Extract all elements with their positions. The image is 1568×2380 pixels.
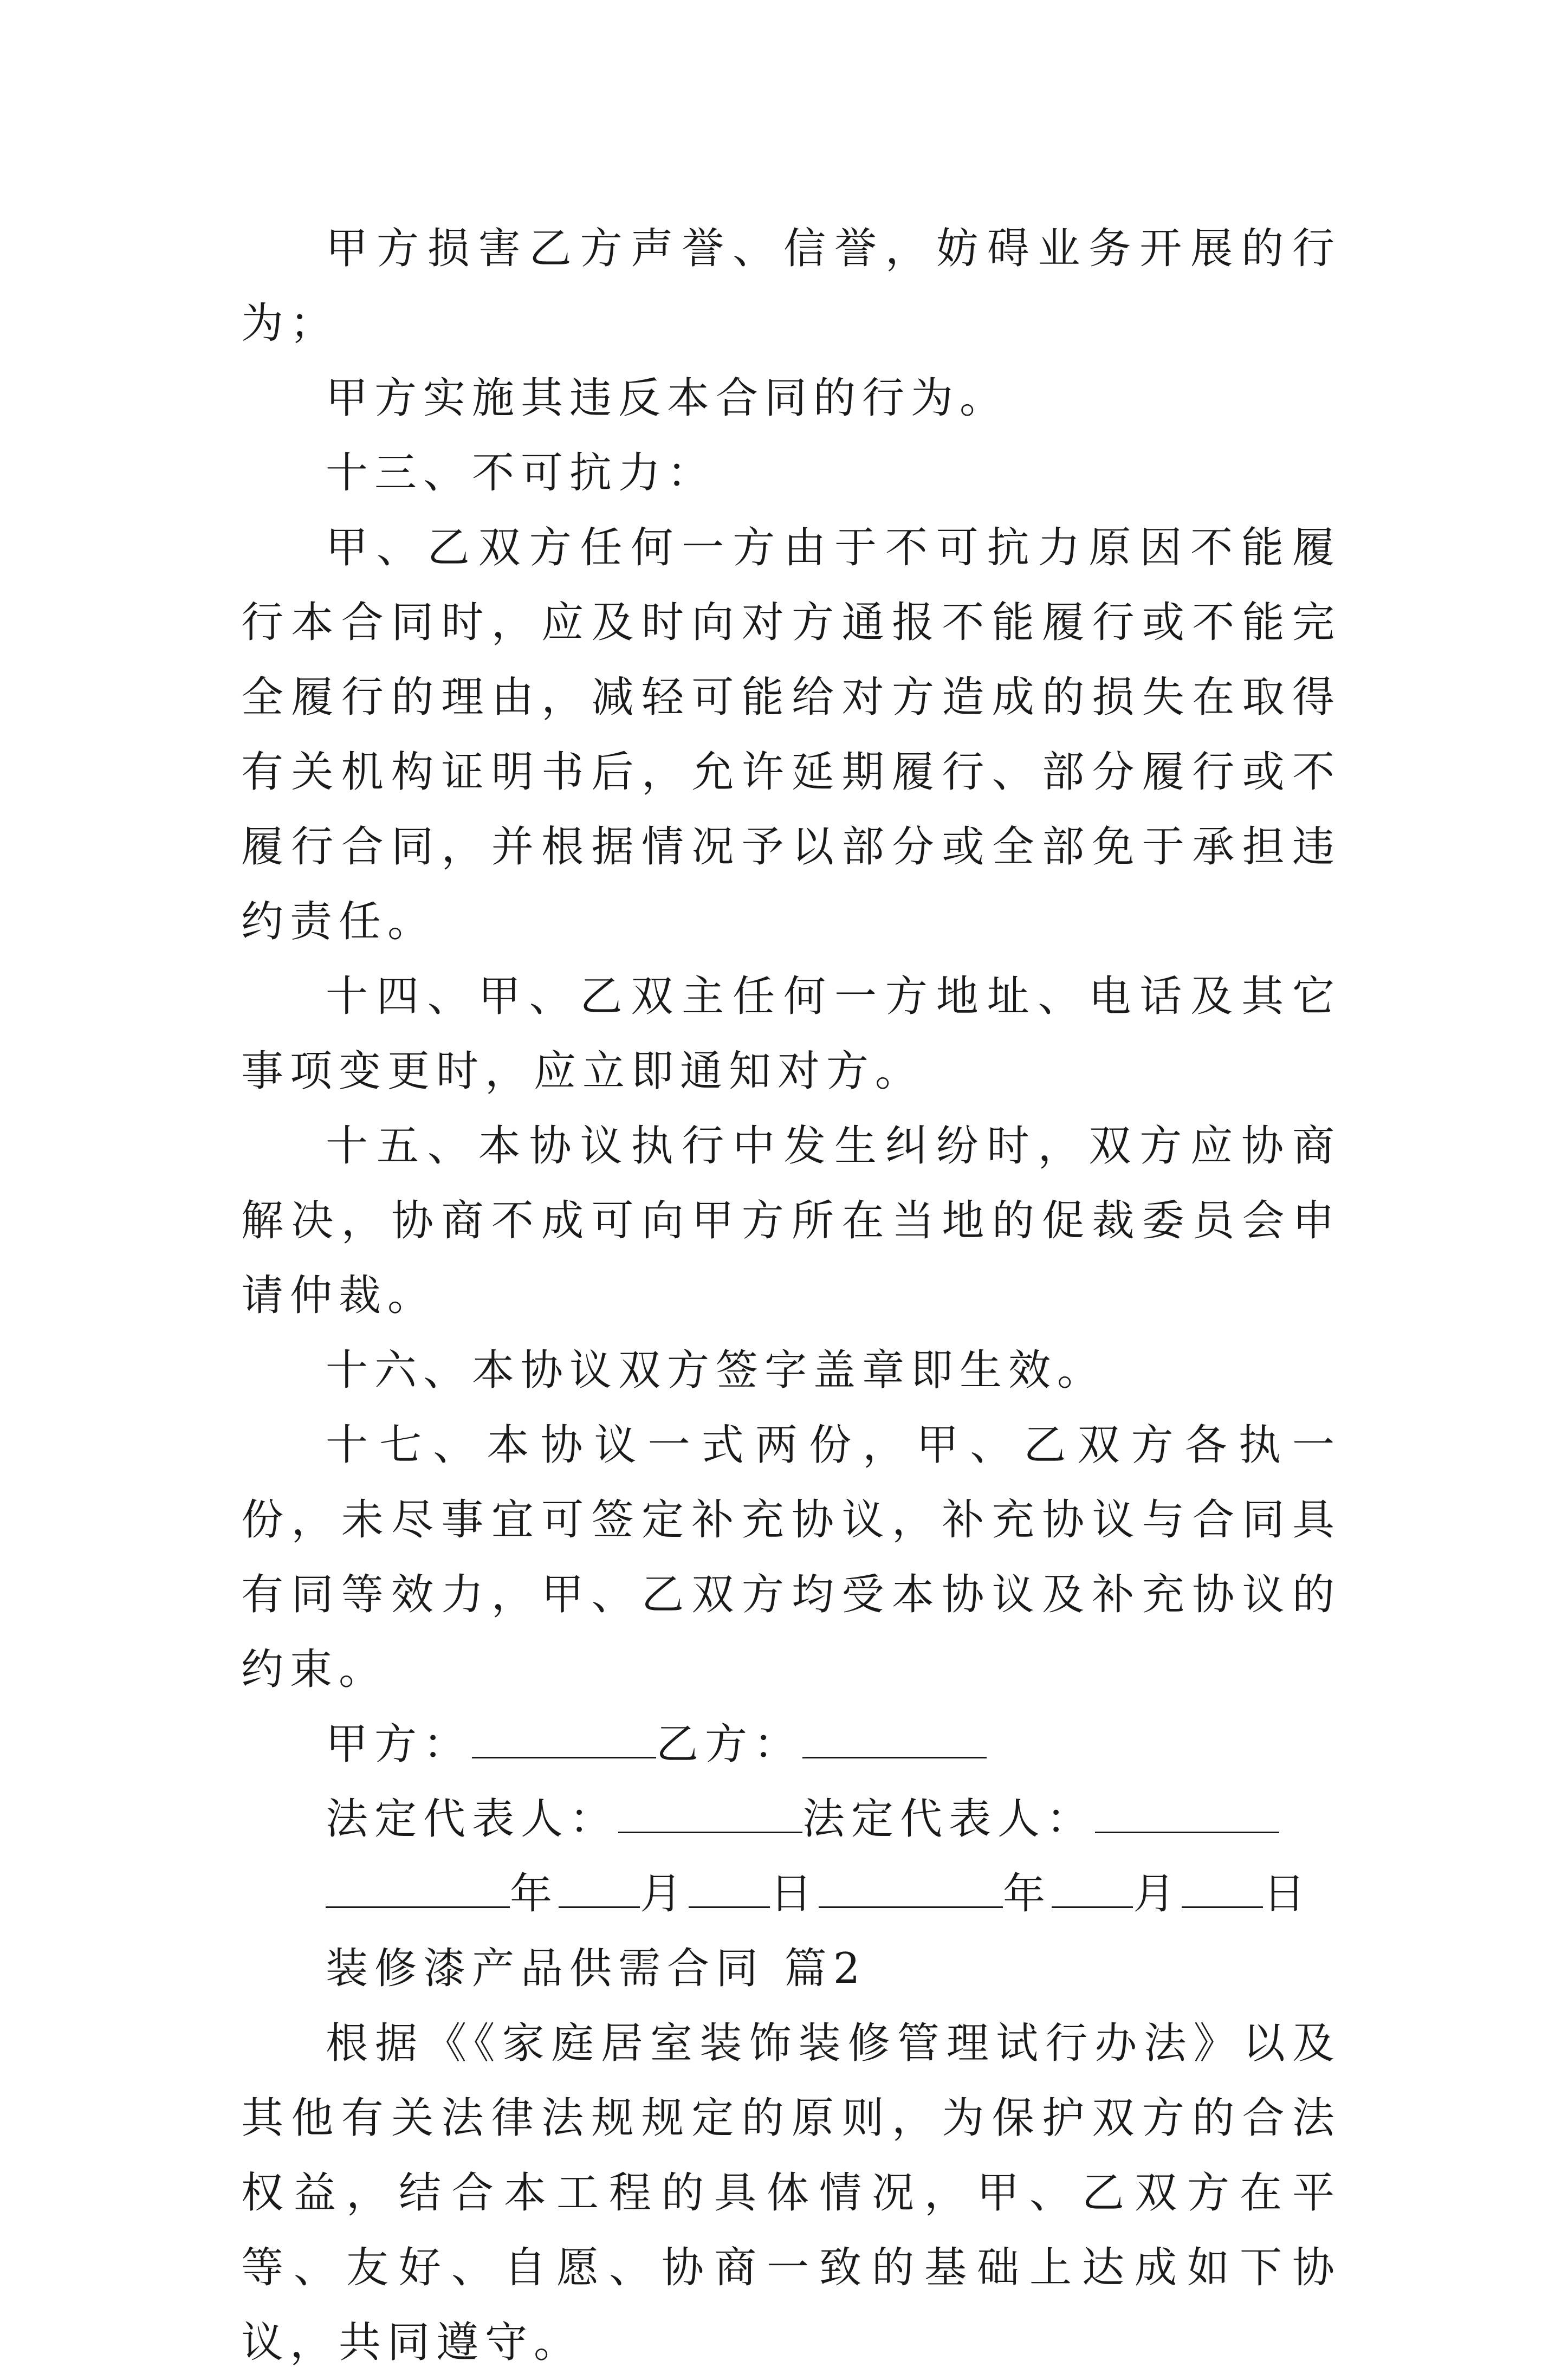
rep-a-label: 法定代表人： [326, 1795, 619, 1844]
paragraph-clause-15: 十五、本协议执行中发生纠纷时，双方应协商解决，协商不成可向甲方所在当地的促裁委员会申请仲裁。 [241, 1122, 1341, 1320]
paragraph-force-majeure: 甲、乙双方任何一方由于不可抗力原因不能履行本合同时，应及时向对方通报不能履行或不能完全履行的理由，减轻可能给对方造成的损失在取得有关机构证明书后，允许延期履行、部分履行或不履行合同，并根据情况予以部分或全部免于承担违约责任。 [241, 523, 1341, 946]
party-b-blank [802, 1719, 987, 1758]
heading-force-majeure: 十三、不可抗力： [326, 449, 716, 497]
party-a-blank [472, 1719, 656, 1758]
day-b-blank [1182, 1868, 1263, 1908]
day-a-blank [689, 1868, 770, 1908]
paragraph-clause-14: 十四、甲、乙双主任何一方地址、电话及其它事项变更时，应立即通知对方。 [241, 972, 1341, 1096]
paragraph-clause-16: 十六、本协议双方签字盖章即生效。 [326, 1346, 1106, 1395]
month-a-blank [559, 1868, 640, 1908]
year-a-label: 年 [510, 1870, 559, 1918]
month-b-label: 月 [1133, 1870, 1182, 1918]
paragraph-clause-breach: 甲方实施其违反本合同的行为。 [326, 374, 1009, 423]
year-b-label: 年 [1003, 1870, 1052, 1918]
rep-b-blank [1095, 1794, 1279, 1833]
month-a-label: 月 [640, 1870, 689, 1918]
signature-date-line [241, 1857, 1341, 1931]
year-b-blank [819, 1868, 1003, 1908]
paragraph-part-2-intro: 根据《《家庭居室装饰装修管理试行办法》以及其他有关法律法规规定的原则，为保护双方的合法权益，结合本工程的具体情况，甲、乙双方在平等、友好、自愿、协商一致的基础上达成如下协议，共同遵守。 [241, 2019, 1341, 2367]
signature-representatives-line [241, 1782, 1341, 1857]
section-title-part-2: 装修漆产品供需合同 篇2 [326, 1944, 867, 1993]
paragraph-clause-damage-reputation: 甲方损害乙方声誉、信誉，妨碍业务开展的行为； [241, 224, 1341, 348]
day-b-label: 日 [1263, 1870, 1312, 1918]
party-a-label: 甲方： [326, 1720, 472, 1769]
party-b-label: 乙方： [656, 1720, 803, 1769]
rep-b-label: 法定代表人： [802, 1795, 1096, 1844]
year-a-blank [326, 1868, 510, 1908]
day-a-label: 日 [770, 1870, 819, 1918]
month-b-blank [1052, 1868, 1133, 1908]
signature-parties-line [241, 1707, 1341, 1782]
rep-a-blank [618, 1794, 802, 1833]
document-body [241, 211, 1341, 2380]
paragraph-clause-17: 十七、本协议一式两份，甲、乙双方各执一份，未尽事宜可签定补充协议，补充协议与合同具有同等效力，甲、乙双方均受本协议及补充协议的约束。 [241, 1421, 1341, 1694]
